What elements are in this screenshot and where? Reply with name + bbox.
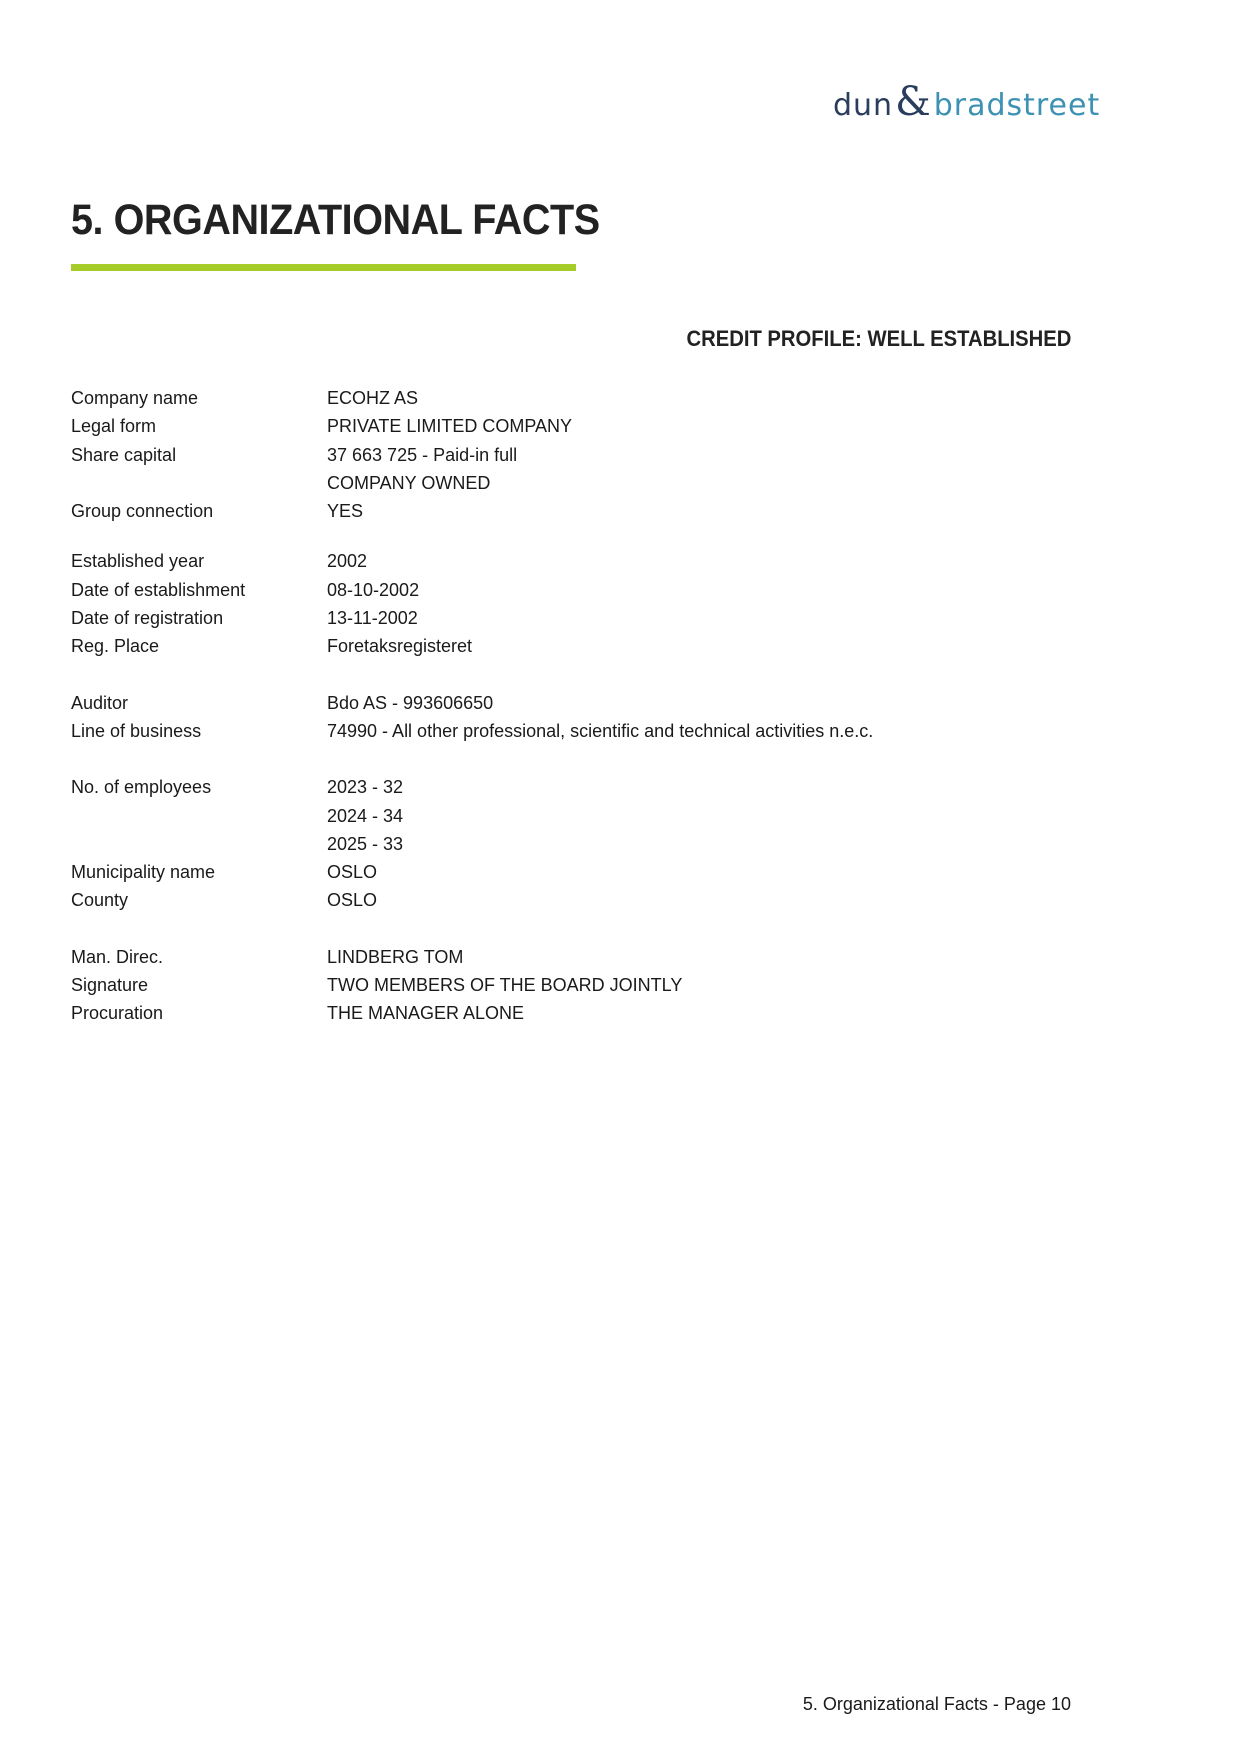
fact-label-empty <box>71 830 327 858</box>
organizational-facts-table <box>71 384 1071 1028</box>
fact-value: 2002 <box>327 551 368 572</box>
title-underline <box>71 264 576 271</box>
fact-label: Share capital <box>71 444 177 465</box>
fact-row-auditor <box>71 689 1071 717</box>
fact-value: THE MANAGER ALONE <box>327 1003 525 1024</box>
fact-label: No. of employees <box>71 777 212 798</box>
fact-row-legal-form <box>71 412 1071 440</box>
fact-row-share-capital <box>71 441 1071 469</box>
fact-row-established-year <box>71 547 1071 575</box>
fact-row-share-capital-ownership <box>71 469 1071 497</box>
section-spacer <box>71 745 1071 773</box>
fact-label: Group connection <box>71 501 214 522</box>
fact-value: ECOHZ AS <box>327 388 419 408</box>
fact-row-reg-place <box>71 632 1071 660</box>
fact-label: Man. Direc. <box>71 946 164 967</box>
fact-row-signature <box>71 971 1071 999</box>
fact-row-date-of-registration <box>71 604 1071 632</box>
fact-row-employees-2023 <box>71 773 1071 801</box>
fact-label-empty <box>71 802 327 830</box>
fact-value: PRIVATE LIMITED COMPANY <box>327 416 573 437</box>
fact-label: Reg. Place <box>71 636 160 657</box>
fact-label: Municipality name <box>71 862 216 883</box>
section-spacer <box>71 525 1071 547</box>
fact-label: Established year <box>71 551 205 572</box>
fact-value: 37 663 725 - Paid-in full <box>327 444 518 465</box>
fact-value: TWO MEMBERS OF THE BOARD JOINTLY <box>327 975 683 996</box>
fact-label: Date of registration <box>71 608 224 629</box>
fact-value: COMPANY OWNED <box>327 472 491 493</box>
fact-value: OSLO <box>327 890 378 911</box>
fact-value: OSLO <box>327 862 378 883</box>
page-title: 5. ORGANIZATIONAL FACTS <box>71 196 600 244</box>
fact-row-line-of-business <box>71 717 1071 745</box>
page-footer: 5. Organizational Facts - Page 10 <box>802 1694 1071 1714</box>
dun-bradstreet-logo <box>833 79 1101 126</box>
fact-value: LINDBERG TOM <box>327 946 464 967</box>
fact-value: 13-11-2002 <box>327 608 418 629</box>
fact-row-employees-2024 <box>71 802 1071 830</box>
section-spacer <box>71 915 1071 943</box>
fact-value: Foretaksregisteret <box>327 636 473 657</box>
fact-value: 74990 - All other professional, scientific and technical activities n.e.c. <box>327 720 874 741</box>
fact-row-municipality-name <box>71 858 1071 886</box>
fact-label: County <box>71 890 129 911</box>
fact-row-date-of-establishment <box>71 576 1071 604</box>
fact-label: Signature <box>71 975 149 996</box>
fact-value: 2025 - 33 <box>327 833 404 854</box>
fact-label: Company name <box>71 388 199 408</box>
fact-label: Auditor <box>71 692 129 713</box>
fact-row-group-connection <box>71 497 1071 525</box>
logo-text-bradstreet: bradstreet <box>933 88 1101 123</box>
fact-label: Line of business <box>71 720 202 741</box>
logo-ampersand: & <box>895 79 932 125</box>
fact-label: Legal form <box>71 416 157 437</box>
fact-row-county <box>71 886 1071 914</box>
fact-label: Procuration <box>71 1003 164 1024</box>
fact-value: 08-10-2002 <box>327 579 420 600</box>
fact-row-procuration <box>71 999 1071 1027</box>
logo-text-dun: dun <box>833 88 894 123</box>
fact-label-empty <box>71 469 327 497</box>
fact-value: YES <box>327 501 364 522</box>
fact-value: 2023 - 32 <box>327 777 404 798</box>
fact-row-company-name <box>71 384 1071 412</box>
fact-value: Bdo AS - 993606650 <box>327 692 494 713</box>
fact-row-employees-2025 <box>71 830 1071 858</box>
fact-row-man-direc <box>71 943 1071 971</box>
fact-label: Date of establishment <box>71 579 246 600</box>
section-spacer <box>71 661 1071 689</box>
credit-profile-heading: CREDIT PROFILE: WELL ESTABLISHED <box>686 326 1071 351</box>
fact-value: 2024 - 34 <box>327 805 404 826</box>
